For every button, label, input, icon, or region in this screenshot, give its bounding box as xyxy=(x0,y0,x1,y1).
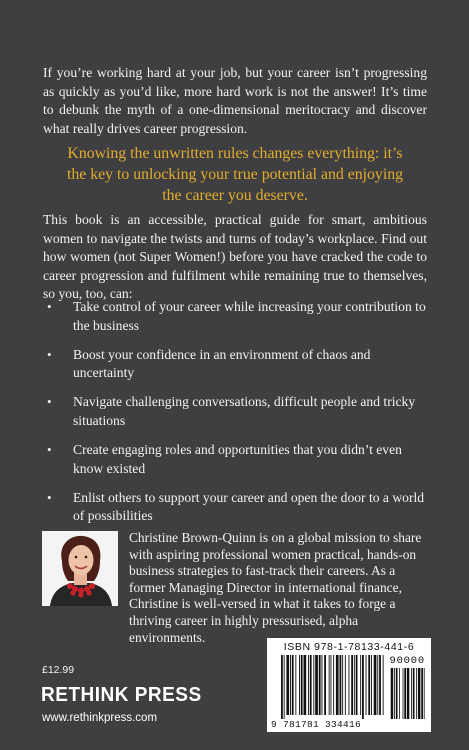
list-item-text: Navigate challenging conversations, difficult people and tricky situations xyxy=(73,394,416,428)
isbn-number: ISBN 978-1-78133-441-6 xyxy=(283,641,415,653)
publisher-logo: RETHINK PRESS xyxy=(41,684,202,707)
list-item-text: Enlist others to support your career and open the door to a world of possibilities xyxy=(73,489,425,524)
list-item xyxy=(43,489,433,526)
list-item xyxy=(43,393,433,430)
pull-quote: Knowing the unwritten rules changes everything: it’s the key to unlocking your true potential and enjoying the career you deserve. xyxy=(66,145,404,204)
bullet-icon: • xyxy=(47,346,52,362)
publisher-website: www.rethinkpress.com xyxy=(42,712,158,724)
barcode-icon xyxy=(267,638,431,732)
bullet-icon: • xyxy=(47,489,52,505)
list-item-text: Create engaging roles and opportunities that you didn’t even know existed xyxy=(73,442,402,476)
author-portrait-icon xyxy=(42,531,118,606)
body-paragraph: This book is an accessible, practical guide for smart, ambitious women to navigate the twists and turns of today’s workplace. Find out how women (not Super Women!) before you have cracked the code to career progression and fulfilment while remaining true to themselves, so you, too, can: xyxy=(43,212,427,302)
bullet-icon: • xyxy=(47,394,52,410)
benefit-list xyxy=(43,298,433,536)
author-photo xyxy=(42,531,118,606)
list-item-text: Boost your confidence in an environment of chaos and uncertainty xyxy=(73,346,371,381)
barcode-addon: 90000 xyxy=(389,655,425,667)
barcode-digits: 9 781781 334416 xyxy=(271,719,362,730)
isbn-barcode xyxy=(267,638,431,732)
intro-paragraph: If you’re working hard at your job, but your career isn’t progressing as quickly as you’d like, more hard work is not the answer! It’s time to debunk the myth of a one-dimensional meritocracy and discover what really drives career progression. xyxy=(43,65,427,136)
author-bio: Christine Brown-Quinn is on a global mission to share with aspiring professional women practical, hands-on business strategies to fast-track their careers. As a former Managing Director in international finance, Christine is well-versed in what it takes to forge a thriving career in highly pressurised, alpha environments. xyxy=(129,530,422,645)
list-item xyxy=(43,346,433,383)
list-item-text: Take control of your career while increasing your contribution to the business xyxy=(73,299,426,333)
list-item xyxy=(43,298,433,335)
bullet-icon: • xyxy=(47,299,52,314)
list-item xyxy=(43,441,433,478)
price-label: £12.99 xyxy=(42,664,75,676)
bullet-icon: • xyxy=(47,442,52,458)
